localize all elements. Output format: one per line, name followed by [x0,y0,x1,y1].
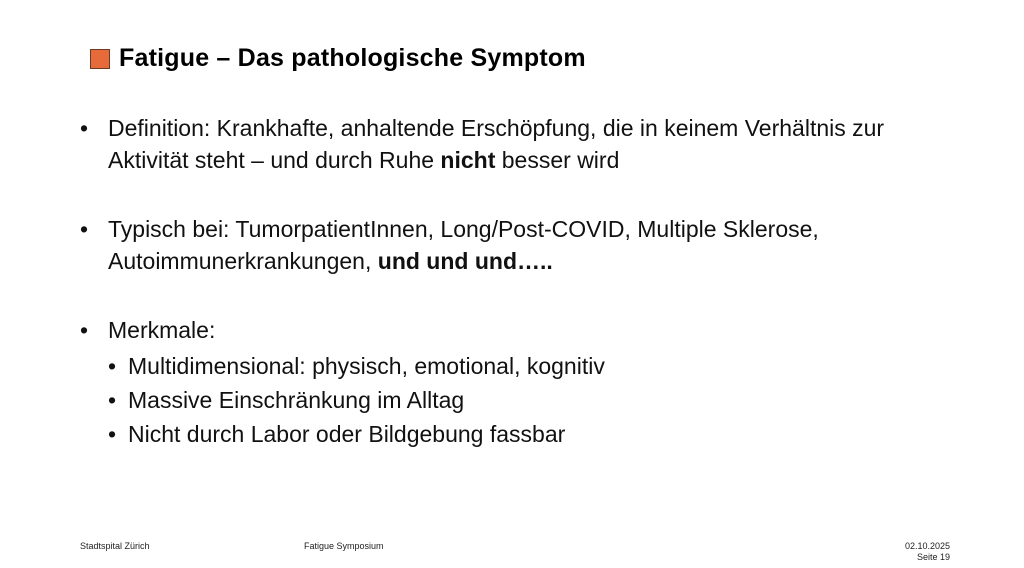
orange-square-icon [90,49,110,69]
definition-text: Definition: Krankhafte, anhaltende Erschöpfung, die in keinem Verhältnis zur Aktivität steht – und durch Ruhe [108,115,885,173]
merkmale-label: Merkmale: [108,317,216,343]
merkmale-sub-item-text: Massive Einschränkung im Alltag [128,387,465,413]
bullet-dot-icon: • [108,421,117,447]
slide-content [80,112,960,451]
bullet-dot-icon: • [80,317,89,343]
slide-title: Fatigue – Das pathologische Symptom [119,44,586,72]
merkmale-sub-item [108,349,960,383]
definition-text-end: besser wird [495,147,620,173]
bullet-dot-icon: • [108,387,117,413]
bullet-merkmale [80,314,960,451]
slide-title-row [90,44,586,73]
footer-page-number: Seite 19 [916,552,950,562]
merkmale-sub-item-text: Nicht durch Labor oder Bildgebung fassbar [128,421,566,447]
footer-event: Fatigue Symposium [304,541,384,551]
merkmale-sub-item [108,417,960,451]
bullet-definition [80,112,960,176]
bullet-dot-icon: • [80,115,89,141]
footer-meta [905,541,950,563]
bullet-dot-icon: • [108,353,117,379]
typisch-text: Typisch bei: TumorpatientInnen, Long/Post-COVID, Multiple Sklerose, Autoimmunerkrankungen, [108,216,819,274]
footer-organization: Stadtspital Zürich [80,541,150,551]
merkmale-sub-item-text: Multidimensional: physisch, emotional, kognitiv [128,353,605,379]
definition-bold: nicht [440,147,496,173]
typisch-bold: und und und….. [377,248,553,274]
bullet-dot-icon: • [80,216,89,242]
merkmale-sub-item [108,383,960,417]
bullet-typisch [80,213,960,277]
merkmale-sub-list [108,349,960,451]
footer-date: 02.10.2025 [904,541,950,551]
